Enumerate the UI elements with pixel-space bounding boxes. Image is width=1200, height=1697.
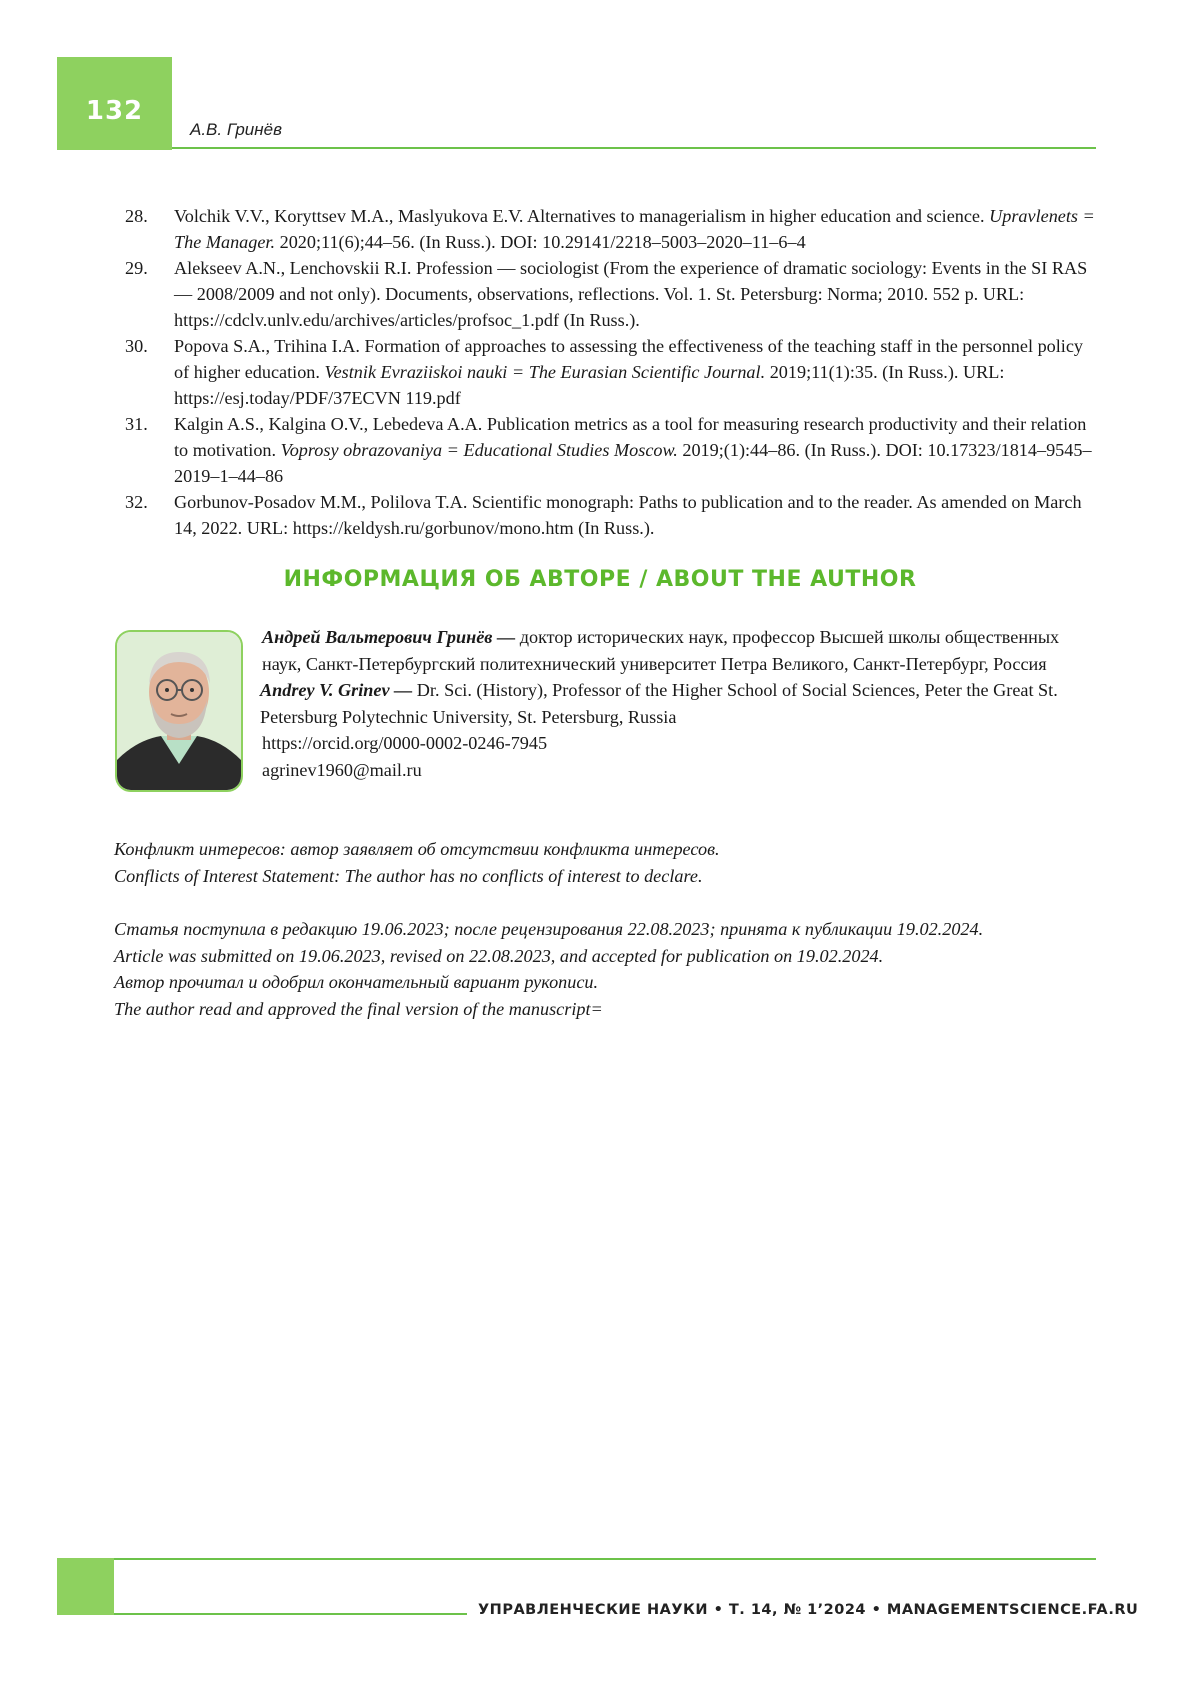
author-portrait-image	[117, 632, 241, 790]
footer-journal-info: УПРАВЛЕНЧЕСКИЕ НАУКИ • Т. 14, № 1’2024 • MANAGEMENTSCIENCE.FA.RU	[478, 1602, 1139, 1618]
dates-en: Article was submitted on 19.06.2023, revised on 22.08.2023, and accepted for publication on 19.02.2024.	[114, 945, 884, 966]
reference-segment: Kalgin A.S., Kalgina O.V., Lebedeva A.A. Publication metrics as a tool for measuring research productivity and their relation to motivation.	[174, 414, 1087, 460]
reference-journal: Vestnik Evraziiskoi nauki = The Eurasian Scientific Journal.	[324, 362, 766, 382]
reference-number: 29.	[125, 258, 148, 278]
author-name-ru: Андрей Вальтерович Гринёв —	[262, 627, 516, 647]
reference-journal: Upravlenets = The Manager.	[174, 206, 1095, 252]
reference-item	[125, 333, 1100, 411]
author-ru	[262, 624, 1102, 677]
author-desc-ru: доктор исторических наук, профессор Высшей школы общественных наук, Санкт-Петербургский политехнический университет Петра Великого, Санкт-Петербург, Россия	[262, 627, 1060, 674]
reference-text	[174, 414, 1092, 486]
reference-list	[125, 203, 1100, 541]
author-name-en: Andrey V. Grinev —	[260, 680, 413, 700]
reference-number: 31.	[125, 414, 148, 434]
reference-text	[174, 206, 1095, 252]
conflict-ru: Конфликт интересов: автор заявляет об отсутствии конфликта интересов.	[114, 839, 720, 859]
author-photo	[115, 630, 243, 792]
author-info	[262, 624, 1102, 783]
reference-segment: Gorbunov-Posadov M.M., Polilova T.A. Scientific monograph: Paths to publication and to the reader. As amended on March 14, 2022. URL: https://keldysh.ru/gorbunov/mono.htm (In Russ.).	[174, 492, 1082, 538]
reference-number: 30.	[125, 336, 148, 356]
reference-text	[174, 336, 1083, 408]
approved-ru: Автор прочитал и одобрил окончательный вариант рукописи.	[114, 972, 599, 992]
reference-item	[125, 203, 1100, 255]
reference-number: 28.	[125, 206, 148, 226]
footer-top-rule	[114, 1558, 1096, 1560]
author-en	[260, 677, 1102, 730]
reference-segment: 2019;(1):44–86. (In Russ.). DOI: 10.17323/1814–9545–2019–1–44–86	[174, 440, 1092, 486]
reference-journal: Voprosy obrazovaniya = Educational Studies Moscow.	[280, 440, 678, 460]
reference-segment: Volchik V.V., Koryttsev M.A., Maslyukova E.V. Alternatives to managerialism in higher education and science.	[174, 206, 990, 226]
author-email[interactable]: agrinev1960@mail.ru	[262, 759, 422, 780]
reference-item	[125, 489, 1100, 541]
reference-segment: 2020;11(6);44–56. (In Russ.). DOI: 10.29141/2218–5003–2020–11–6–4	[275, 232, 806, 252]
reference-text	[174, 492, 1082, 538]
dates-ru: Статья поступила в редакцию 19.06.2023; после рецензирования 22.08.2023; принята к публикации 19.02.2024.	[114, 919, 984, 939]
reference-item	[125, 255, 1100, 333]
author-section-title: ИНФОРМАЦИЯ ОБ АВТОРЕ / ABOUT THE AUTHOR	[283, 567, 917, 592]
footer-box	[57, 1558, 114, 1615]
submission-notes	[114, 916, 1104, 1022]
reference-segment: 2019;11(1):35. (In Russ.). URL: https://esj.today/PDF/37ECVN 119.pdf	[174, 362, 1005, 408]
footer-bottom-rule	[114, 1613, 467, 1615]
author-desc-en: Dr. Sci. (History), Professor of the Higher School of Social Sciences, Peter the Great St. Petersburg Polytechnic University, St. Petersburg, Russia	[260, 680, 1058, 727]
reference-segment: Popova S.A., Trihina I.A. Formation of approaches to assessing the effectiveness of the teaching staff in the personnel policy of higher education.	[174, 336, 1084, 382]
header-rule	[172, 147, 1096, 149]
approved-en: The author read and approved the final version of the manuscript=	[114, 998, 603, 1019]
reference-text	[174, 258, 1087, 330]
conflict-en: Conflicts of Interest Statement: The author has no conflicts of interest to declare.	[114, 865, 703, 886]
page-number: 132	[85, 96, 144, 126]
reference-segment: Alekseev A.N., Lenchovskii R.I. Profession — sociologist (From the experience of dramatic sociology: Events in the SI RAS — 2008/2009 and not only). Documents, observations, reflections. Vol. 1. St. Petersburg: Norma; 2010. 552 p. URL: https://cdclv.unlv.edu/archives/articles/profsoc_1.pdf (In Russ.).	[174, 258, 1088, 330]
conflict-notes	[114, 836, 1104, 889]
running-head: А.В. Гринёв	[190, 120, 282, 139]
reference-item	[125, 411, 1100, 489]
reference-number: 32.	[125, 492, 148, 512]
author-orcid[interactable]: https://orcid.org/0000-0002-0246-7945	[262, 733, 548, 753]
